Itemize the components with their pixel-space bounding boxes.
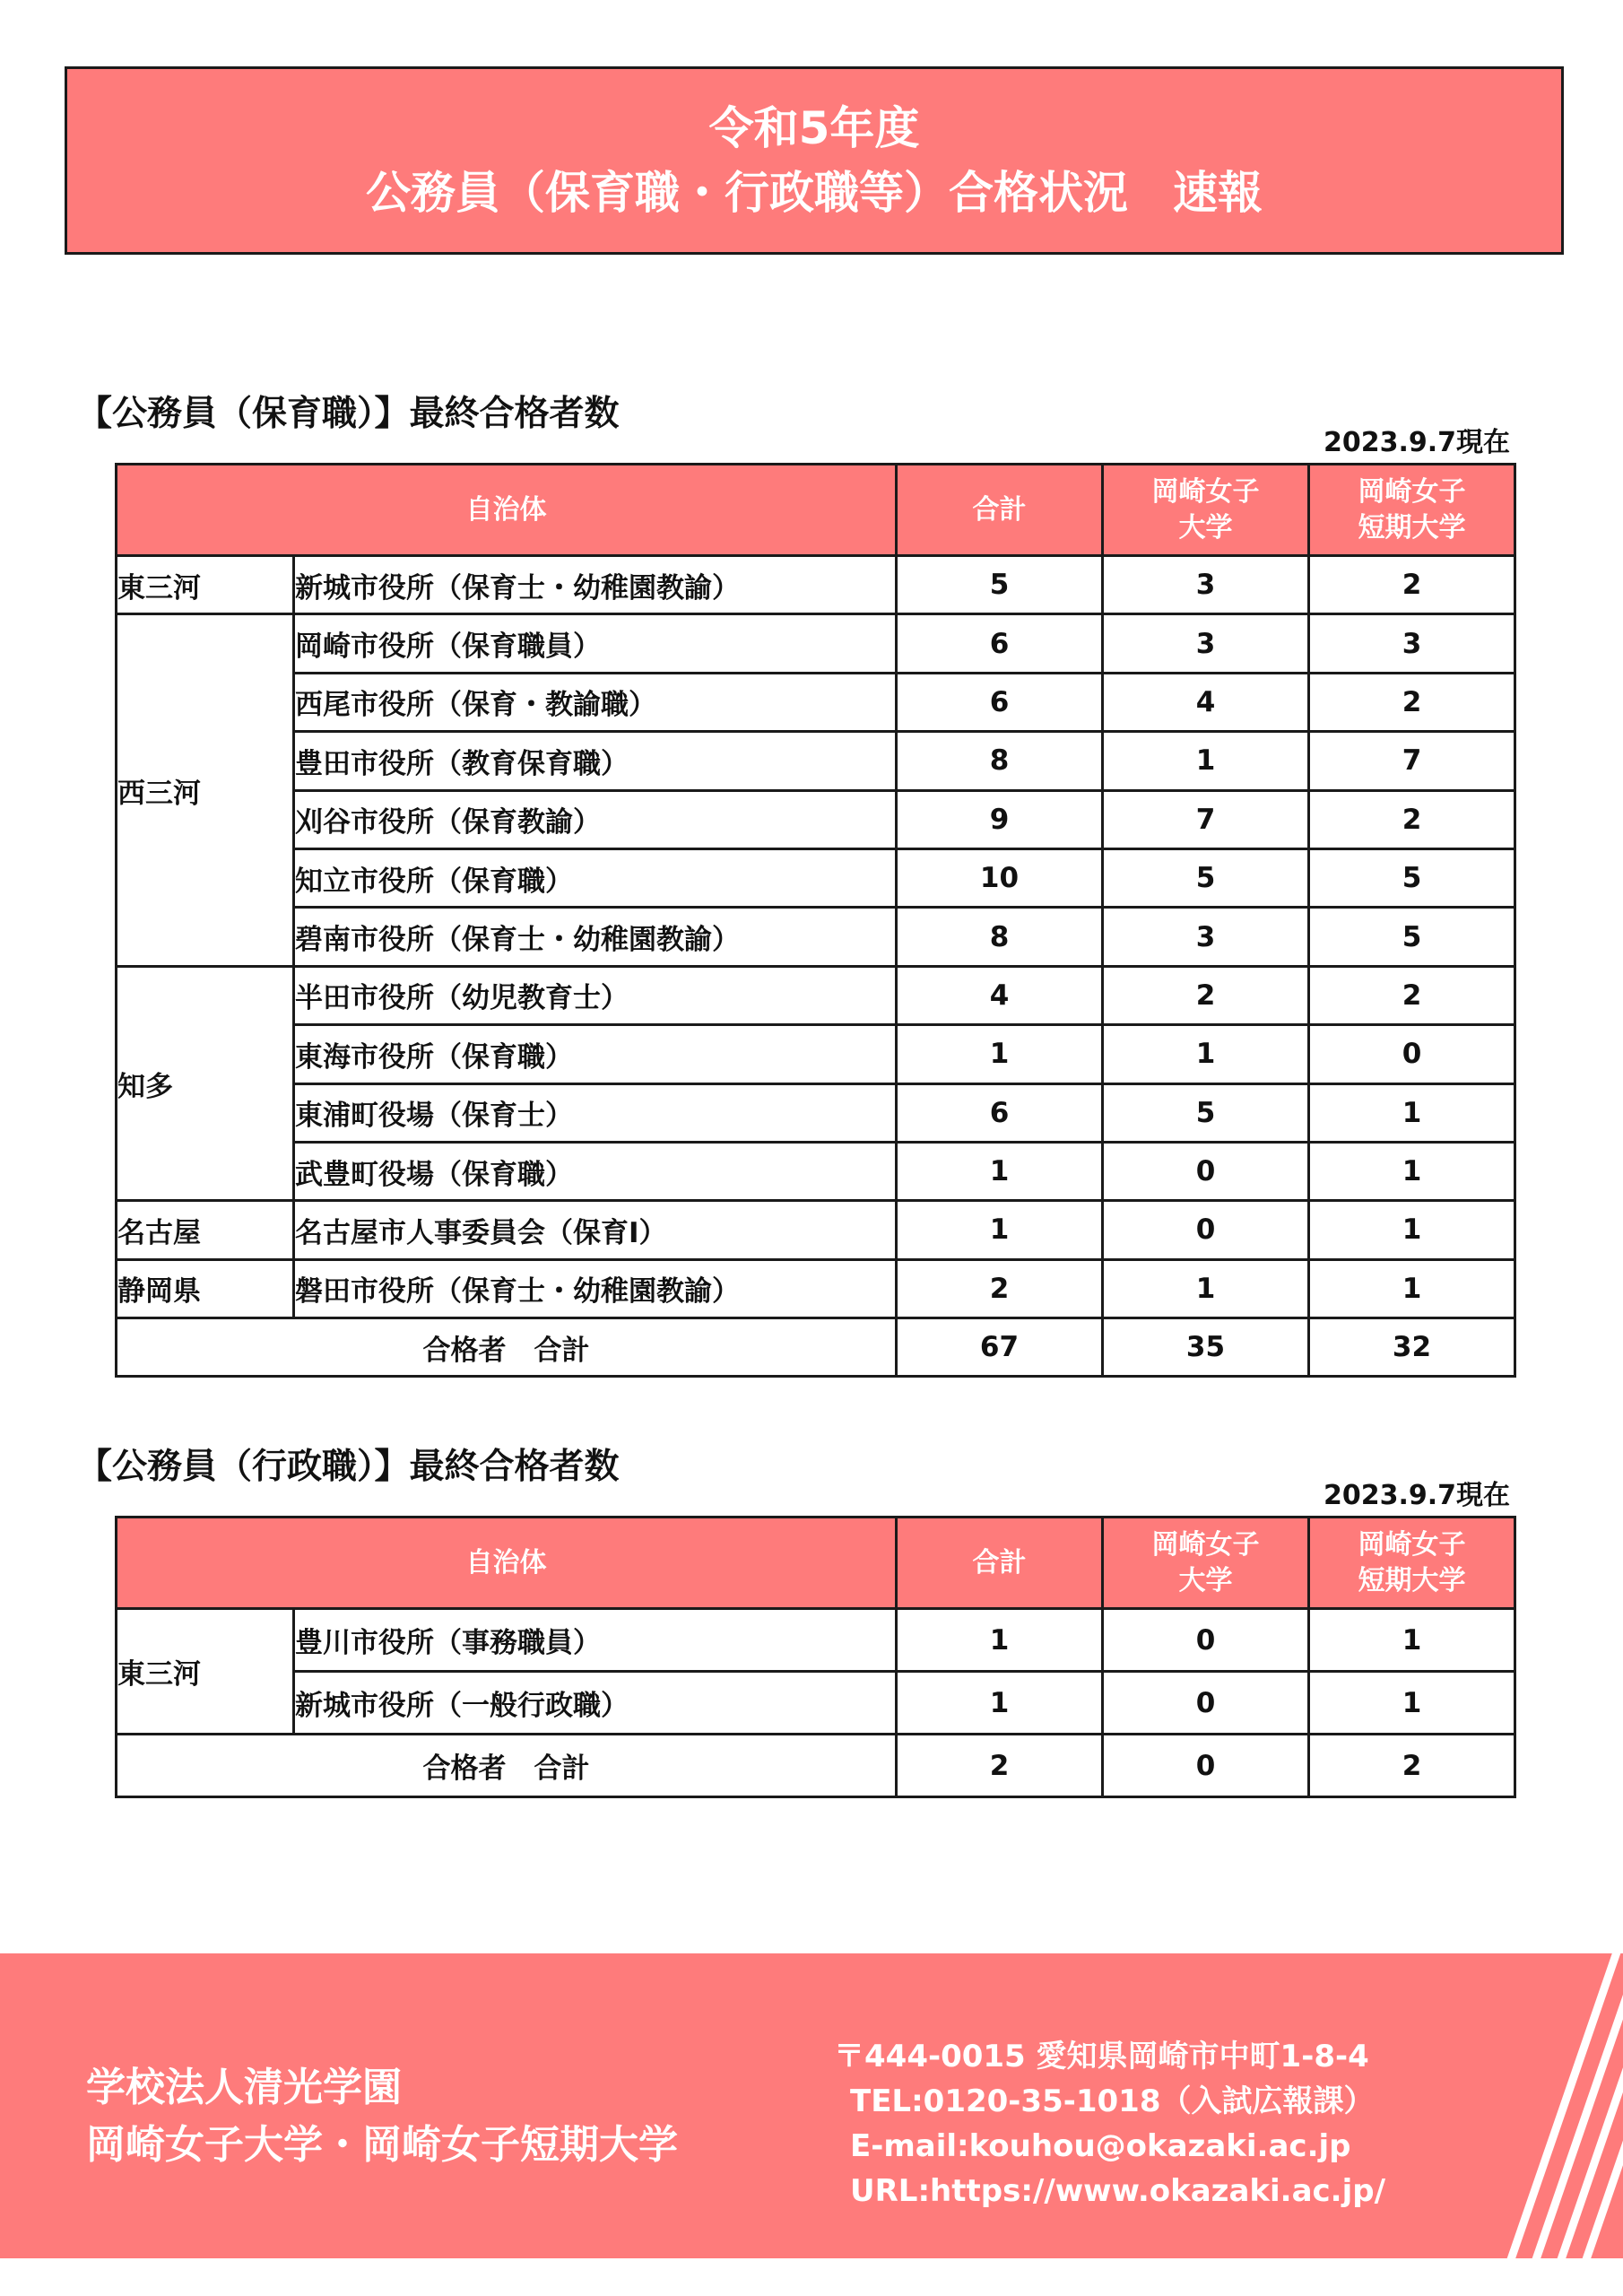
junior-college-cell: 3 [1309, 614, 1515, 673]
summary-row [117, 1318, 1515, 1377]
junior-college-cell: 7 [1309, 732, 1515, 790]
university-cell: 1 [1103, 1259, 1309, 1318]
region-cell: 西三河 [117, 614, 294, 966]
total-cell: 8 [897, 908, 1103, 966]
col-total-header: 合計 [897, 465, 1103, 556]
table-header-row [117, 465, 1515, 556]
footer-banner [0, 1953, 1623, 2258]
university-cell: 1 [1103, 732, 1309, 790]
tel-text: TEL:0120-35-1018（入試広報課） [850, 2083, 1375, 2119]
university-cell: 3 [1103, 556, 1309, 614]
municipality-cell: 新城市役所（保育士・幼稚園教諭） [294, 556, 897, 614]
municipality-cell: 知立市役所（保育職） [294, 848, 897, 907]
summary-university: 0 [1103, 1735, 1309, 1797]
summary-junior-college: 32 [1309, 1318, 1515, 1377]
col-university-header: 岡崎女子 大学 [1103, 1518, 1309, 1609]
table-row [117, 848, 1515, 907]
title-banner [65, 66, 1564, 255]
university-cell: 5 [1103, 1083, 1309, 1142]
municipality-cell: 豊田市役所（教育保育職） [294, 732, 897, 790]
col-total-header: 合計 [897, 1518, 1103, 1609]
organization-name [86, 2059, 678, 2174]
university-cell: 1 [1103, 1025, 1309, 1083]
summary-row [117, 1735, 1515, 1797]
total-cell: 8 [897, 732, 1103, 790]
university-cell: 3 [1103, 908, 1309, 966]
municipality-cell: 新城市役所（一般行政職） [294, 1672, 897, 1735]
total-cell: 6 [897, 614, 1103, 673]
region-cell: 名古屋 [117, 1201, 294, 1259]
organization-line-1: 学校法人清光学園 [86, 2065, 402, 2110]
table-row [117, 1609, 1515, 1672]
region-cell: 東三河 [117, 1609, 294, 1735]
summary-junior-college: 2 [1309, 1735, 1515, 1797]
total-cell: 4 [897, 966, 1103, 1024]
total-cell: 6 [897, 673, 1103, 731]
title-main: 公務員（保育職・行政職等）合格状況 速報 [366, 167, 1263, 219]
municipality-cell: 碧南市役所（保育士・幼稚園教諭） [294, 908, 897, 966]
junior-college-cell: 1 [1309, 1201, 1515, 1259]
childcare-as-of-date: 2023.9.7現在 [1323, 427, 1510, 458]
table-row [117, 673, 1515, 731]
table-row [117, 1142, 1515, 1200]
table-row [117, 908, 1515, 966]
university-cell: 2 [1103, 966, 1309, 1024]
childcare-section-title: 【公務員（保育職）】最終合格者数 [77, 394, 620, 434]
summary-label: 合格者 合計 [117, 1735, 897, 1797]
table-header-row [117, 1518, 1515, 1609]
university-cell: 4 [1103, 673, 1309, 731]
total-cell: 1 [897, 1025, 1103, 1083]
total-cell: 1 [897, 1142, 1103, 1200]
junior-college-cell: 1 [1309, 1259, 1515, 1318]
childcare-results-table [115, 463, 1516, 1378]
region-cell: 静岡県 [117, 1259, 294, 1318]
administrative-section-title: 【公務員（行政職）】最終合格者数 [77, 1447, 620, 1487]
summary-total: 67 [897, 1318, 1103, 1377]
col-junior-college-header: 岡崎女子 短期大学 [1309, 465, 1515, 556]
table-row [117, 614, 1515, 673]
table-row [117, 1672, 1515, 1735]
junior-college-cell: 2 [1309, 790, 1515, 848]
col-municipality-header: 自治体 [117, 1518, 897, 1609]
address-text: 〒444-0015 愛知県岡崎市中町1-8-4 [834, 2039, 1369, 2074]
total-cell: 9 [897, 790, 1103, 848]
municipality-cell: 西尾市役所（保育・教諭職） [294, 673, 897, 731]
junior-college-cell: 2 [1309, 966, 1515, 1024]
table-row [117, 1083, 1515, 1142]
total-cell: 2 [897, 1259, 1103, 1318]
table-row [117, 790, 1515, 848]
organization-line-2: 岡崎女子大学・岡崎女子短期大学 [86, 2122, 678, 2168]
university-cell: 0 [1103, 1609, 1309, 1672]
university-cell: 7 [1103, 790, 1309, 848]
table-row [117, 556, 1515, 614]
total-cell: 1 [897, 1609, 1103, 1672]
junior-college-cell: 1 [1309, 1083, 1515, 1142]
administrative-results-table [115, 1516, 1516, 1798]
junior-college-cell: 0 [1309, 1025, 1515, 1083]
col-university-header: 岡崎女子 大学 [1103, 465, 1309, 556]
junior-college-cell: 1 [1309, 1142, 1515, 1200]
col-junior-college-header: 岡崎女子 短期大学 [1309, 1518, 1515, 1609]
junior-college-cell: 5 [1309, 908, 1515, 966]
administrative-as-of-date: 2023.9.7現在 [1323, 1480, 1510, 1511]
university-cell: 0 [1103, 1142, 1309, 1200]
region-cell: 知多 [117, 966, 294, 1201]
email-link[interactable]: E-mail:kouhou@okazaki.ac.jp [850, 2128, 1351, 2164]
url-link[interactable]: URL:https://www.okazaki.ac.jp/ [850, 2173, 1385, 2209]
municipality-cell: 半田市役所（幼児教育士） [294, 966, 897, 1024]
junior-college-cell: 1 [1309, 1609, 1515, 1672]
university-cell: 3 [1103, 614, 1309, 673]
total-cell: 6 [897, 1083, 1103, 1142]
total-cell: 1 [897, 1672, 1103, 1735]
university-cell: 0 [1103, 1672, 1309, 1735]
municipality-cell: 東海市役所（保育職） [294, 1025, 897, 1083]
municipality-cell: 名古屋市人事委員会（保育Ⅰ） [294, 1201, 897, 1259]
total-cell: 1 [897, 1201, 1103, 1259]
junior-college-cell: 5 [1309, 848, 1515, 907]
municipality-cell: 豊川市役所（事務職員） [294, 1609, 897, 1672]
junior-college-cell: 1 [1309, 1672, 1515, 1735]
municipality-cell: 東浦町役場（保育士） [294, 1083, 897, 1142]
title-year: 令和5年度 [708, 102, 920, 154]
junior-college-cell: 2 [1309, 673, 1515, 731]
table-row [117, 732, 1515, 790]
contact-block [834, 2034, 1385, 2213]
table-row [117, 1025, 1515, 1083]
col-municipality-header: 自治体 [117, 465, 897, 556]
total-cell: 10 [897, 848, 1103, 907]
summary-total: 2 [897, 1735, 1103, 1797]
municipality-cell: 磐田市役所（保育士・幼稚園教諭） [294, 1259, 897, 1318]
region-cell: 東三河 [117, 556, 294, 614]
table-row [117, 966, 1515, 1024]
summary-university: 35 [1103, 1318, 1309, 1377]
municipality-cell: 岡崎市役所（保育職員） [294, 614, 897, 673]
decorative-stripes [1462, 1953, 1623, 2258]
municipality-cell: 刈谷市役所（保育教諭） [294, 790, 897, 848]
table-row [117, 1201, 1515, 1259]
total-cell: 5 [897, 556, 1103, 614]
junior-college-cell: 2 [1309, 556, 1515, 614]
table-row [117, 1259, 1515, 1318]
university-cell: 5 [1103, 848, 1309, 907]
university-cell: 0 [1103, 1201, 1309, 1259]
summary-label: 合格者 合計 [117, 1318, 897, 1377]
municipality-cell: 武豊町役場（保育職） [294, 1142, 897, 1200]
